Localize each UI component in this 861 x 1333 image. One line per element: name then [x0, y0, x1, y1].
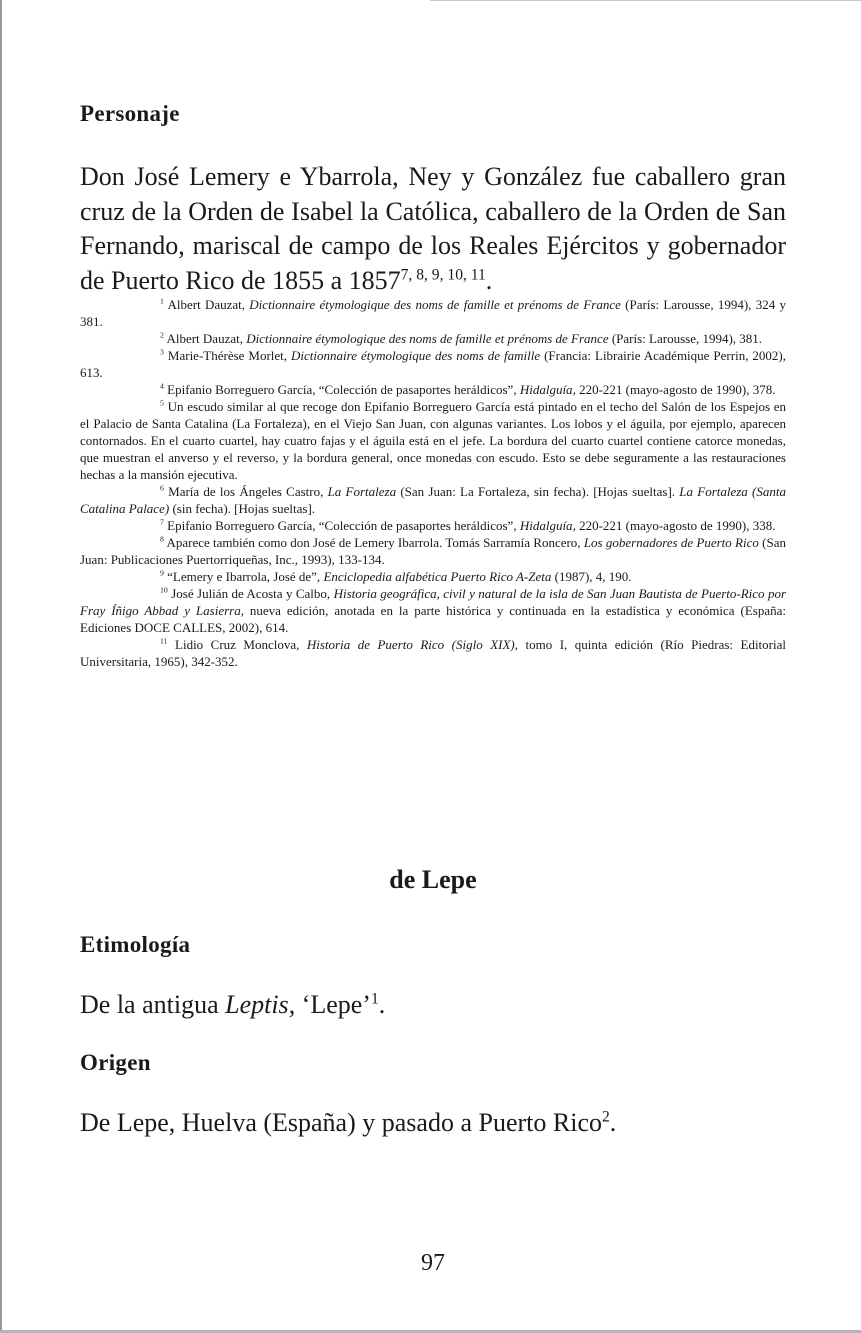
personaje-paragraph: Don José Lemery e Ybarrola, Ney y González fue caballero gran cruz de la Orden de Isabel la Católica, caballero de la Orden de San Fernando, mariscal de campo de los Reales Ejércitos y gobernador de Puerto Rico de 1855 a 1857$^{7, 8, 9, 10, 11}$. [80, 162, 786, 295]
footnote-10: $^{10}$ José Julián de Acosta y Calbo, Historia geográfica, civil y natural de la isla de San Juan Bautista de Puerto-Rico por Fray Íñigo Abbad y Lasierra, nueva edición, anotada en la parte histórica y continuada en la estadística y económica (España: Ediciones DOCE CALLES, 2002), 614. [80, 585, 787, 635]
footnote-6: $^6$ María de los Ángeles Castro, La Fortaleza (San Juan: La Fortaleza, sin fecha). [Hojas sueltas]. La Fortaleza (Santa Catalina Palace) (sin fecha). [Hojas sueltas]. [80, 483, 786, 516]
footnote-5: $^5$ Un escudo similar al que recoge don Epifanio Borreguero García está pintado en el techo del Salón de los Espejos en el Palacio de Santa Catalina (La Fortaleza), en el Viejo San Juan, con algunas variantes. Los lobos y el águila, por ejemplo, aparecen contornados. En el cuarto cuartel, hay cuatro fajas y el águila está en el jefe. La bordura del cuarto cuartel contiene catorce monedas, que muestran el anverso y el reverso, y la bordura general, once monedas con escudo. Esto se debe seguramente a las restauraciones hechas a la mansión ejecutiva. [80, 398, 787, 482]
page-edge-left [0, 0, 2, 1333]
footnote-7: $^7$ Epifanio Borreguero García, “Colección de pasaportes heráldicos”, Hidalguía, 220-221 (mayo-agosto de 1990), 338. [160, 517, 776, 533]
footnote-2: $^2$ Albert Dauzat, Dictionnaire étymologique des noms de famille et prénoms de France (París: Larousse, 1994), 381. [160, 330, 763, 346]
personaje-text: Don José Lemery e Ybarrola, Ney y González fue caballero gran cruz de la Orden de Isabel la Católica, caballero de la Orden de San Fernando, mariscal de campo de los Reales Ejércitos y gobernador de Puerto Rico de 1855 a 1857 [80, 162, 786, 295]
etimologia-heading: Etimología [80, 932, 191, 957]
origen-paragraph: De Lepe, Huelva (España) y pasado a Puerto Rico$^2$. [80, 1108, 617, 1137]
footnote-8: $^8$ Aparece también como don José de Lemery Ibarrola. Tomás Sarramía Roncero, Los gobernadores de Puerto Rico (San Juan: Publicaciones Puertorriqueñas, Inc., 1993), 133-134. [80, 534, 786, 567]
footnote-4: $^4$ Epifanio Borreguero García, “Colección de pasaportes heráldicos”, Hidalguía, 220-221 (mayo-agosto de 1990), 378. [160, 381, 776, 397]
footnote-11: $^{11}$ Lidio Cruz Monclova, Historia de Puerto Rico (Siglo XIX), tomo I, quinta edición (Río Piedras: Editorial Universitaria, 1965), 342-352. [80, 636, 786, 669]
etimologia-footnote-ref: 1 [370, 990, 379, 1008]
footnote-3: $^3$ Marie-Thérèse Morlet, Dictionnaire étymologique des noms de famille (Francia: Librairie Académique Perrin, 2002), 613. [80, 347, 787, 380]
page-number: 97 [421, 1250, 445, 1276]
entry-title: de Lepe [389, 865, 477, 894]
page-edge-top [430, 0, 861, 1]
personaje-heading: Personaje [80, 101, 180, 126]
origen-footnote-ref: 2 [601, 1108, 610, 1126]
etimologia-italic: Leptis [225, 990, 289, 1019]
origen-heading: Origen [80, 1050, 151, 1075]
footnote-9: $^9$ “Lemery e Ibarrola, José de”, Enciclopedia alfabética Puerto Rico A-Zeta (1987), 4, 190. [160, 568, 632, 584]
footnotes [80, 296, 786, 670]
etimologia-paragraph: De la antigua Leptis, ‘Lepe’$^1$. [80, 990, 386, 1019]
personaje-footnote-refs: 7, 8, 9, 10, 11 [400, 265, 486, 283]
footnote-1: $^1$ Albert Dauzat, Dictionnaire étymologique des noms de famille et prénoms de France (París: Larousse, 1994), 324 y 381. [80, 296, 786, 329]
